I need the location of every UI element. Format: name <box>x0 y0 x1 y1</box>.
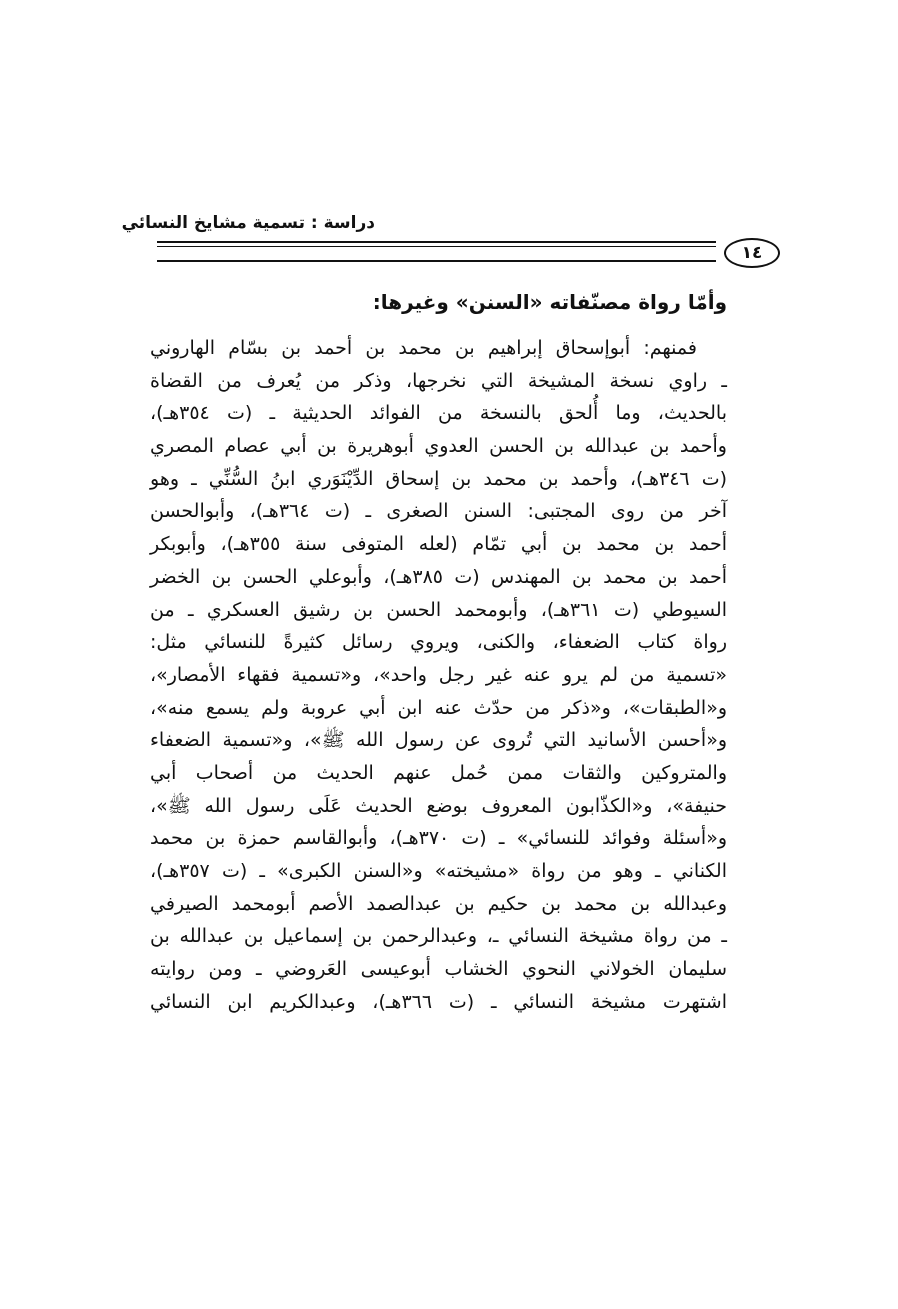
text-line: (ت ٣٤٦هـ)، وأحمد بن محمد بن إسحاق الدِّيْنَوَري ابنُ السُّنِّي ـ وهو <box>150 467 727 490</box>
running-title: دراسة : تسمية مشايخ النسائي <box>121 213 375 233</box>
text-line: أحمد بن محمد بن المهندس (ت ٣٨٥هـ)، وأبوعلي الحسن بن الخضر <box>150 565 727 588</box>
text-line: فمنهم: أبوإسحاق إبراهيم بن محمد بن أحمد بن بسّام الهاروني <box>150 337 697 359</box>
text-line: سليمان الخولاني النحوي الخشاب أبوعيسى العَروضي ـ ومن روايته <box>150 958 727 981</box>
text-line: رواة كتاب الضعفاء، والكنى، ويروي رسائل كثيرةً للنسائي مثل: <box>150 631 727 654</box>
text-line: بالحديث، وما أُلحق بالنسخة من الفوائد الحديثية ـ (ت ٣٥٤هـ)، <box>150 402 727 425</box>
header-rule-bottom <box>157 260 720 262</box>
header-rule-top <box>157 241 720 243</box>
section-heading: وأمّا رواة مصنّفاته «السنن» وغيرها: <box>372 290 727 314</box>
text-line: و«الطبقات»، و«ذكر من حدّث عنه ابن أبي عروبة ولم يسمع منه»، <box>150 696 727 719</box>
text-line: «تسمية من لم يرو عنه غير رجل واحد»، و«تسمية فقهاء الأمصار»، <box>150 663 727 686</box>
text-line: و«أحسن الأسانيد التي تُروى عن رسول الله ﷺ»، و«تسمية الضعفاء <box>150 729 727 752</box>
text-line: السيوطي (ت ٣٦١هـ)، وأبومحمد الحسن بن رشيق العسكري ـ من <box>150 598 728 621</box>
body-paragraph <box>150 332 727 1112</box>
page-number-frame <box>716 236 788 270</box>
text-line: ـ راوي نسخة المشيخة التي نخرجها، وذكر من يُعرف من القضاة <box>150 369 727 392</box>
text-line: والمتروكين والثقات ممن حُمل عنهم الحديث من أصحاب أبي <box>150 761 727 784</box>
text-line: أحمد بن محمد بن أبي تمّام (لعله المتوفى سنة ٣٥٥هـ)، وأبوبكر <box>150 533 727 556</box>
text-line: الكناني ـ وهو من رواة «مشيخته» و«السنن الكبرى» ـ (ت ٣٥٧هـ)، <box>150 860 727 882</box>
text-line: وأحمد بن عبدالله بن الحسن العدوي أبوهريرة بن أبي عصام المصري <box>150 435 727 458</box>
text-line: آخر من روى المجتبى: السنن الصغرى ـ (ت ٣٦٤هـ)، وأبوالحسن <box>150 500 727 523</box>
text-line: اشتهرت مشيخة النسائي ـ (ت ٣٦٦هـ)، وعبدالكريم ابن النسائي <box>150 990 727 1013</box>
header-rule-middle <box>157 246 720 247</box>
text-line: ـ من رواة مشيخة النسائي ـ، وعبدالرحمن بن إسماعيل بن عبدالله بن <box>150 925 727 948</box>
page-number: ١٤ <box>724 238 780 268</box>
text-line: وعبدالله بن محمد بن حكيم بن عبدالصمد الأصم أبومحمد الصيرفي <box>150 892 727 915</box>
text-line: حنيفة»، و«الكذّابون المعروف بوضع الحديث عَلَى رسول الله ﷺ»، <box>150 794 727 817</box>
text-line: و«أسئلة وفوائد للنسائي» ـ (ت ٣٧٠هـ)، وأبوالقاسم حمزة بن محمد <box>150 827 727 850</box>
